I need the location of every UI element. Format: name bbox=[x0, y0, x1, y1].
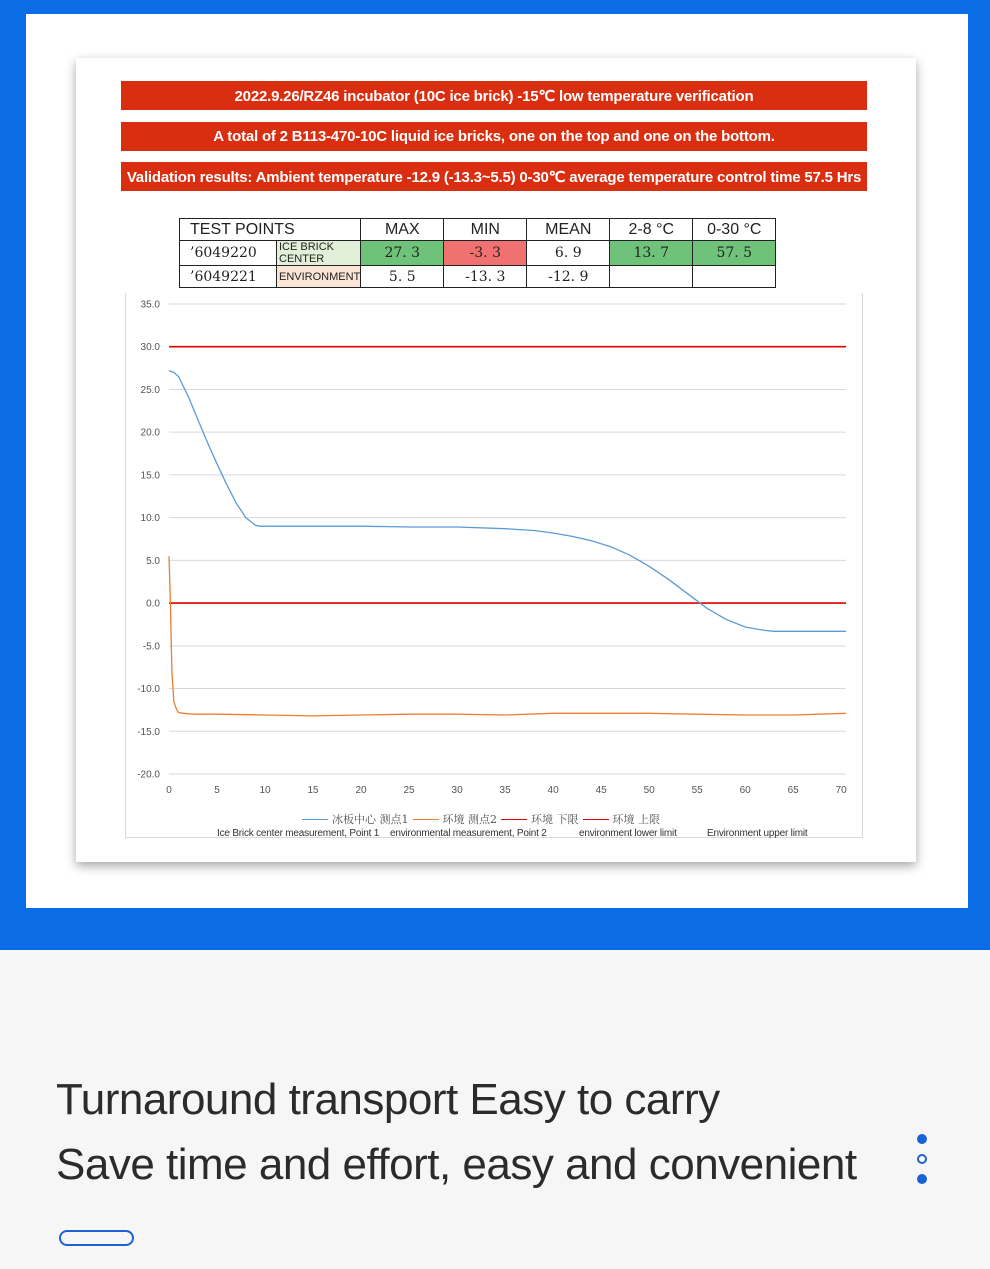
cell-range-2-8: 13. 7 bbox=[610, 241, 693, 266]
y-tick-label: -5.0 bbox=[142, 641, 160, 653]
x-tick-label: 35 bbox=[499, 785, 511, 796]
x-tick-label: 25 bbox=[403, 785, 415, 796]
x-tick-label: 65 bbox=[787, 785, 799, 796]
pager-dot-2[interactable] bbox=[917, 1154, 927, 1164]
legend-swatch-upper-limit bbox=[583, 819, 609, 820]
header-test-points: TEST POINTS bbox=[180, 219, 361, 241]
header-mean: MEAN bbox=[527, 219, 610, 241]
cell-name: ENVIRONMENT bbox=[277, 266, 361, 288]
header-range-2-8: 2-8 °C bbox=[610, 219, 693, 241]
cell-mean: 6. 9 bbox=[527, 241, 610, 266]
x-tick-label: 40 bbox=[547, 785, 559, 796]
y-tick-label: 10.0 bbox=[140, 513, 160, 525]
header-range-0-30: 0-30 °C bbox=[693, 219, 776, 241]
x-tick-label: 45 bbox=[595, 785, 607, 796]
y-tick-label: 5.0 bbox=[146, 555, 160, 567]
x-tick-label: 10 bbox=[259, 785, 271, 796]
y-tick-label: 30.0 bbox=[140, 342, 160, 354]
y-tick-label: -15.0 bbox=[137, 726, 160, 738]
banner-title: 2022.9.26/RZ46 incubator (10C ice brick) -15℃ low temperature verification bbox=[121, 81, 867, 110]
y-tick-label: -20.0 bbox=[137, 769, 160, 781]
x-tick-label: 50 bbox=[643, 785, 655, 796]
legend-item-point1 bbox=[302, 811, 409, 827]
cell-max: 27. 3 bbox=[361, 241, 444, 266]
x-tick-label: 20 bbox=[355, 785, 367, 796]
cell-min: -3. 3 bbox=[444, 241, 527, 266]
legend-item-point2 bbox=[413, 811, 498, 827]
cell-max: 5. 5 bbox=[361, 266, 444, 288]
x-tick-label: 30 bbox=[451, 785, 463, 796]
cell-mean: -12. 9 bbox=[527, 266, 610, 288]
temperature-line-chart bbox=[76, 58, 916, 862]
y-tick-label: 15.0 bbox=[140, 470, 160, 482]
chart-card bbox=[76, 58, 916, 862]
cell-min: -13. 3 bbox=[444, 266, 527, 288]
series-line-ice-brick-center bbox=[169, 371, 846, 632]
headline-line-1: Turnaround transport Easy to carry bbox=[56, 1075, 720, 1124]
legend-label-lower-limit: 环境 下限 bbox=[531, 813, 579, 826]
cell-id: ’6049221 bbox=[180, 266, 277, 288]
legend-en-point1: Ice Brick center measurement, Point 1 bbox=[217, 828, 380, 839]
header-min: MIN bbox=[444, 219, 527, 241]
y-tick-label: 0.0 bbox=[146, 598, 160, 610]
y-tick-label: 25.0 bbox=[140, 384, 160, 396]
banner-validation-results: Validation results: Ambient temperature -12.9 (-13.3~5.5) 0-30℃ average temperature control time 57.5 Hrs bbox=[121, 162, 867, 191]
legend-label-upper-limit: 环境 上限 bbox=[612, 813, 660, 826]
x-tick-label: 0 bbox=[166, 785, 172, 796]
pill-button[interactable] bbox=[59, 1230, 134, 1246]
headline-line-2: Save time and effort, easy and convenient bbox=[56, 1140, 857, 1189]
pager-dot-3[interactable] bbox=[917, 1174, 927, 1184]
banner-description: A total of 2 B113-470-10C liquid ice bricks, one on the top and one on the bottom. bbox=[121, 122, 867, 151]
legend-swatch-point2 bbox=[413, 819, 439, 820]
legend-swatch-point1 bbox=[302, 819, 328, 820]
y-tick-label: -10.0 bbox=[137, 684, 160, 696]
pager-dot-1[interactable] bbox=[917, 1134, 927, 1144]
cell-id: ’6049220 bbox=[180, 241, 277, 266]
chart-legend bbox=[302, 811, 664, 827]
series-line-environment bbox=[169, 556, 846, 716]
y-tick-label: 35.0 bbox=[140, 299, 160, 311]
legend-item-upper-limit bbox=[583, 811, 661, 827]
x-tick-label: 5 bbox=[214, 785, 220, 796]
legend-en-lower-limit: environment lower limit bbox=[579, 828, 677, 839]
legend-label-point1: 冰板中心 测点1 bbox=[332, 813, 409, 826]
legend-item-lower-limit bbox=[501, 811, 579, 827]
x-tick-label: 70 bbox=[835, 785, 847, 796]
x-tick-label: 55 bbox=[691, 785, 703, 796]
cell-range-0-30: 57. 5 bbox=[693, 241, 776, 266]
y-tick-label: 20.0 bbox=[140, 427, 160, 439]
legend-en-upper-limit: Environment upper limit bbox=[707, 828, 808, 839]
cell-name: ICE BRICK CENTER bbox=[277, 241, 361, 266]
header-max: MAX bbox=[361, 219, 444, 241]
x-tick-label: 15 bbox=[307, 785, 319, 796]
x-tick-label: 60 bbox=[739, 785, 751, 796]
legend-label-point2: 环境 测点2 bbox=[442, 813, 497, 826]
legend-en-point2: environmental measurement, Point 2 bbox=[390, 828, 547, 839]
legend-swatch-lower-limit bbox=[501, 819, 527, 820]
